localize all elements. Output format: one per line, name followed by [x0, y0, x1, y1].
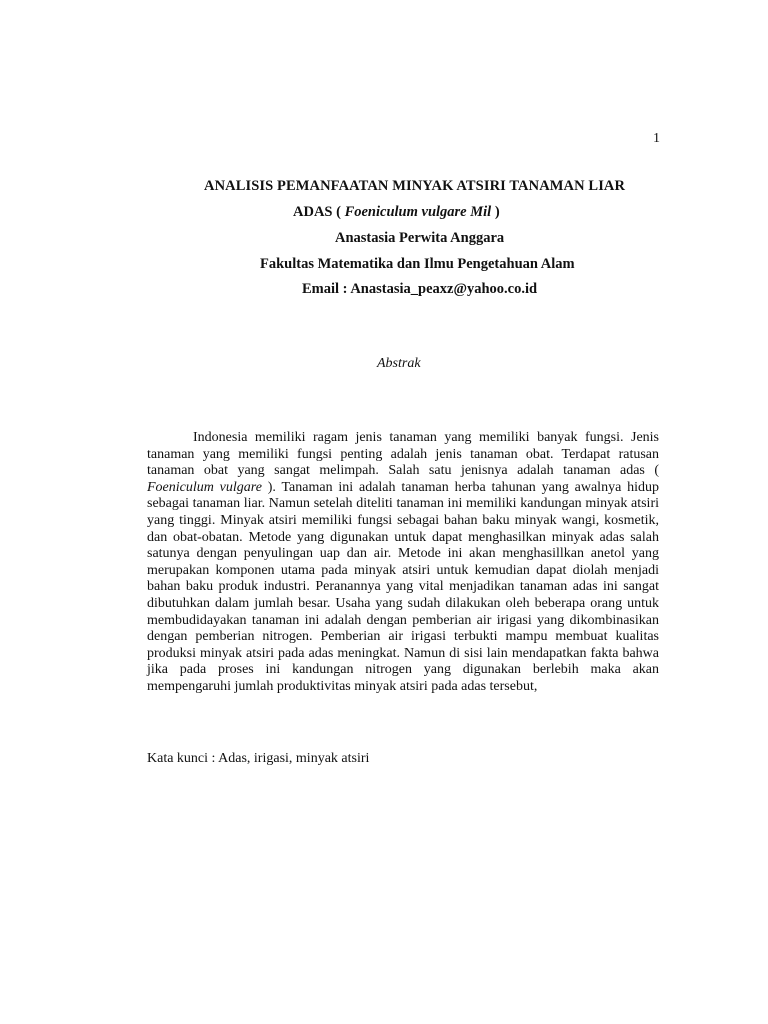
abstract-body: [147, 430, 659, 696]
title-suffix: ): [491, 204, 500, 220]
abstract-species-name: Foeniculum vulgare: [147, 479, 262, 495]
abstract-text-part1: Indonesia memiliki ragam jenis tanaman yang memiliki banyak fungsi. Jenis tanaman yang memiliki fungsi penting adalah jenis tanaman obat. Terdapat ratusan tanaman obat yang sangat melimpah. Salah satu jenisnya adalah tanaman adas (: [147, 430, 659, 479]
abstract-text-part2: ). Tanaman ini adalah tanaman herba tahunan yang awalnya hidup sebagai tanaman liar. Namun setelah diteliti tanaman ini memiliki kandungan minyak atsiri yang tinggi. Minyak atsiri memiliki fungsi sebagai bahan baku minyak wangi, kosmetik, dan obat-obatan. Metode yang digunakan untuk dapat menghasilkan minyak adas salah satunya dengan penyulingan uap dan air. Metode ini akan menghasillkan anetol yang merupakan komponen utama pada minyak atsiri untuk kemudian dapat diolah menjadi bahan baku produk industri. Peranannya yang vital menjadikan tanaman adas ini sangat dibutuhkan dalam jumlah besar. Usaha yang sudah dilakukan oleh beberapa orang untuk membudidayakan tanaman ini adalah dengan pemberian air irigasi yang dikombinasikan dengan pemberian nitrogen. Pemberian air irigasi terbukti mampu membuat kualitas produksi minyak atsiri pada adas meningkat. Namun di sisi lain mendapatkan fakta bahwa jika pada proses ini kandungan nitrogen yang digunakan berlebih maka akan mempengaruhi jumlah produktivitas minyak atsiri pada adas tersebut,: [147, 479, 659, 694]
paper-title-line2: [293, 204, 500, 221]
paper-title-line1: ANALISIS PEMANFAATAN MINYAK ATSIRI TANAMAN LIAR: [204, 178, 626, 194]
author-email: Email : Anastasia_peaxz@yahoo.co.id: [302, 281, 538, 297]
abstract-heading: Abstrak: [377, 356, 421, 371]
page-number: 1: [653, 131, 660, 146]
keywords: Kata kunci : Adas, irigasi, minyak atsiri: [147, 751, 370, 766]
title-prefix: ADAS (: [293, 204, 345, 220]
author-affiliation: Fakultas Matematika dan Ilmu Pengetahuan Alam: [260, 256, 575, 272]
title-species-name: Foeniculum vulgare Mil: [344, 204, 492, 220]
author-name: Anastasia Perwita Anggara: [335, 230, 505, 246]
